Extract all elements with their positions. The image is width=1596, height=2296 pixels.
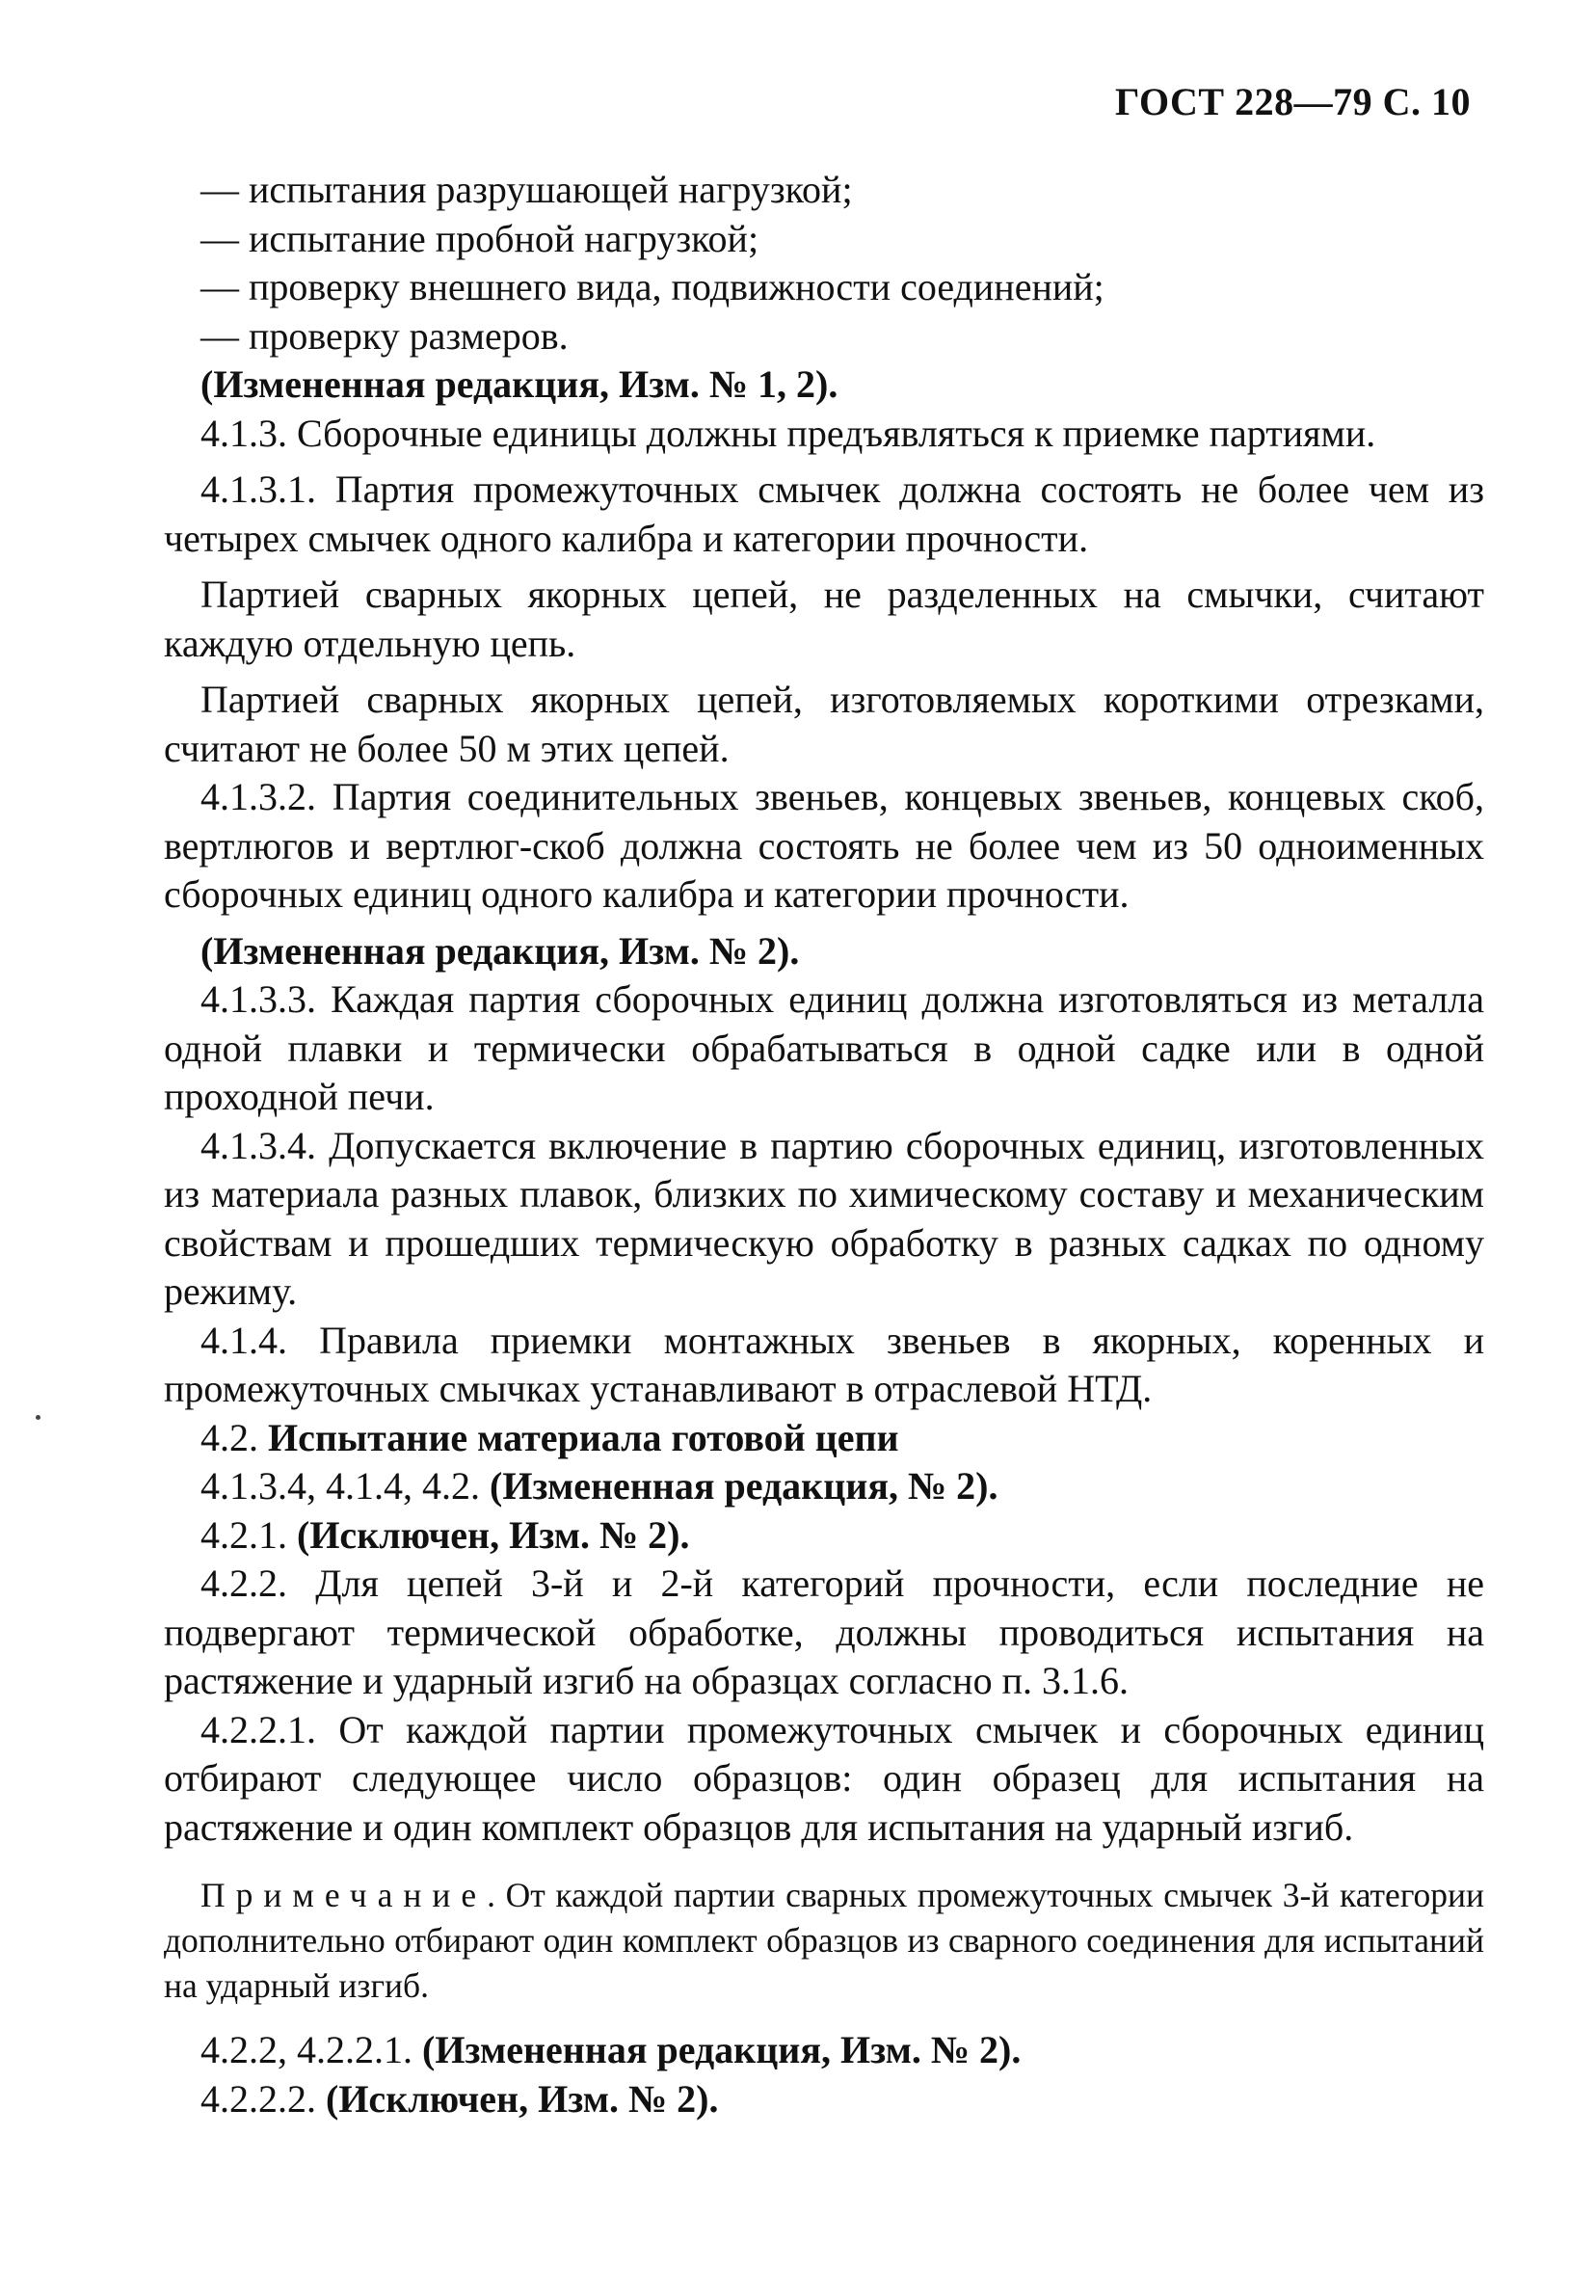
clause-4-1-3-3: 4.1.3.3. Каждая партия сборочных единиц должна изготовляться из металла одной плавки и термически обрабатываться в одной садке или в одной проходной печи. — [164, 977, 1484, 1118]
document-body — [164, 166, 1484, 2123]
clause-number: 4.2.2.2. — [200, 2076, 316, 2121]
amendment-note: (Измененная редакция, Изм. № 2). — [422, 2028, 1022, 2071]
clause-refs: 4.1.3.4, 4.1.4, 4.2. — [200, 1464, 480, 1508]
clause-4-1-3-1: 4.1.3.1. Партия промежуточных смычек должна состоять не более чем из четырех смычек одного калибра и категории прочности. — [164, 467, 1484, 560]
excluded-note: (Исключен, Изм. № 2). — [297, 1512, 690, 1557]
section-4-2-heading — [164, 1414, 1484, 1463]
clause-4-1-3-1-c: Партией сварных якорных цепей, изготовляемых короткими отрезками, считают не более 50 м этих цепей. — [164, 678, 1484, 770]
section-number: 4.2. — [200, 1415, 258, 1459]
clause-4-2-2-2 — [164, 2075, 1484, 2124]
clause-number: 4.2.1. — [200, 1512, 287, 1557]
amendment-note: (Измененная редакция, Изм. № 2). — [200, 928, 800, 973]
page-header: ГОСТ 228—79 С. 10 — [1114, 80, 1471, 123]
clause-4-1-3: 4.1.3. Сборочные единицы должны предъявляться к приемке партиями. — [200, 411, 1376, 455]
scan-speck — [36, 1415, 40, 1420]
note-block — [164, 1873, 1484, 2009]
clause-4-1-3-4: 4.1.3.4. Допускается включение в партию сборочных единиц, изготовленных из материала разных плавок, близких по химическому составу и механическим свойствам и прошедших термическую обработку в разных садках по одному режиму. — [164, 1123, 1484, 1313]
list-item: — испытание пробной нагрузкой; — [200, 216, 759, 260]
note-text: . От каждой партии сварных промежуточных смычек 3-й категории дополнительно отбирают один комплект образцов из сварного соединения для испытаний на ударный изгиб. — [164, 1876, 1484, 2005]
list-item: — проверку размеров. — [200, 313, 569, 358]
clause-refs: 4.2.2, 4.2.2.1. — [200, 2028, 412, 2071]
section-title: Испытание материала готовой цепи — [268, 1415, 899, 1459]
list-item: — испытания разрушающей нагрузкой; — [200, 168, 853, 211]
clause-4-2-1 — [164, 1511, 1484, 1561]
list-item: — проверку внешнего вида, подвижности соединений; — [200, 265, 1104, 308]
amendment-note: (Измененная редакция, № 2). — [490, 1464, 998, 1508]
amendment-line — [164, 1462, 1484, 1511]
amendment-line — [164, 2026, 1484, 2075]
excluded-note: (Исключен, Изм. № 2). — [326, 2076, 719, 2121]
clause-4-2-2-1: 4.2.2.1. От каждой партии промежуточных смычек и сборочных единиц отбирают следующее число образцов: один образец для испытания на растяжение и один комплект образцов для испытания на ударный изгиб. — [164, 1707, 1484, 1849]
clause-4-1-3-1-b: Партией сварных якорных цепей, не разделенных на смычки, считают каждую отдельную цепь. — [164, 573, 1484, 665]
clause-4-1-3-2: 4.1.3.2. Партия соединительных звеньев, концевых звеньев, концевых скоб, вертлюгов и вертлюг-скоб должна состоять не более чем из 50 одноименных сборочных единиц одного калибра и категории прочности. — [164, 775, 1484, 916]
clause-4-2-2: 4.2.2. Для цепей 3-й и 2-й категорий прочности, если последние не подвергают термической обработке, должны проводиться испытания на растяжение и ударный изгиб на образцах согласно п. 3.1.6. — [164, 1562, 1484, 1702]
amendment-note: (Измененная редакция, Изм. № 1, 2). — [200, 362, 838, 406]
clause-4-1-4: 4.1.4. Правила приемки монтажных звеньев в якорных, коренных и промежуточных смычках устанавливают в отраслевой НТД. — [164, 1318, 1484, 1410]
note-label: Примечание — [200, 1876, 488, 1914]
